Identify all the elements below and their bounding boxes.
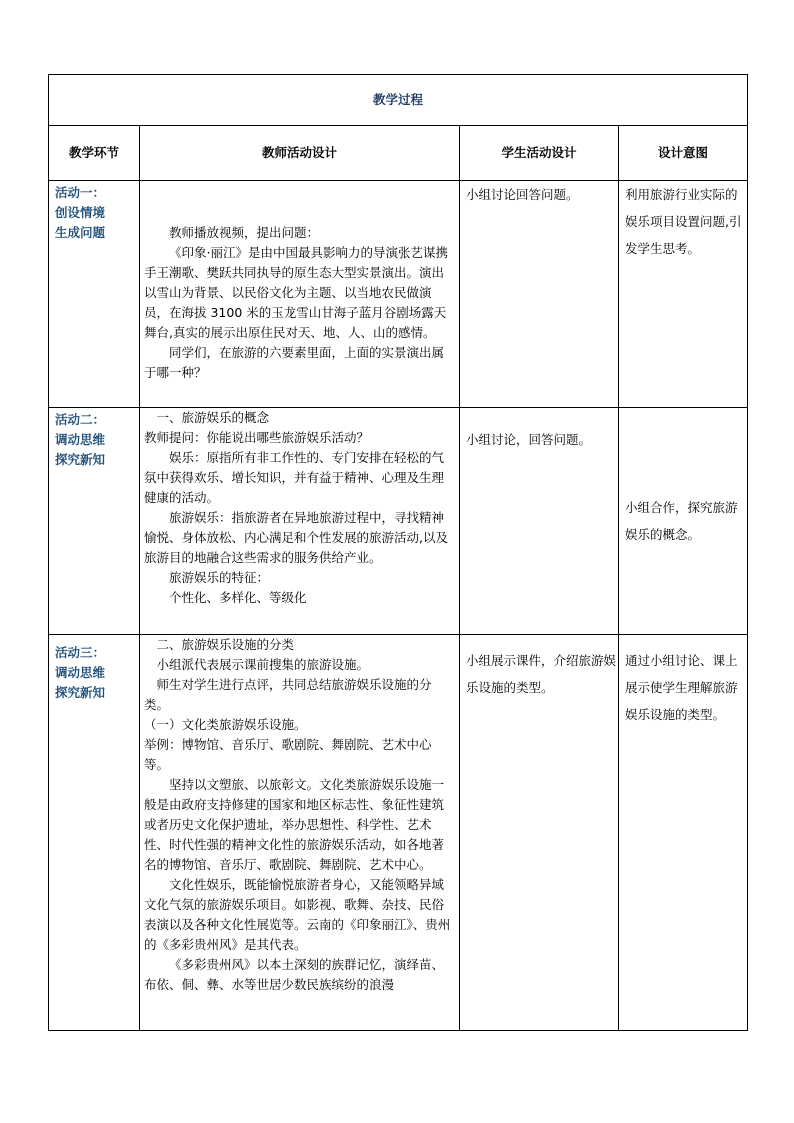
teacher-paragraph: （一）文化类旅游娱乐设施。	[144, 717, 307, 732]
intent-cell	[619, 635, 748, 1031]
stage-cell	[49, 635, 140, 1031]
student-text: 小组展示课件，介绍旅游娱乐设施的类型。	[466, 653, 617, 695]
header-stage: 教学环节	[49, 126, 140, 181]
teacher-paragraph: 旅游娱乐的特征：	[169, 570, 270, 585]
intent-text: 通过小组讨论、课上展示使学生理解旅游娱乐设施的类型。	[625, 653, 738, 722]
intent-text: 利用旅游行业实际的娱乐项目设置问题,引发学生思考。	[625, 187, 742, 256]
teacher-cell	[140, 635, 460, 1031]
table-row	[49, 408, 748, 635]
stage-label: 生成问题	[55, 225, 106, 240]
table-row	[49, 635, 748, 1031]
student-cell	[460, 181, 619, 408]
table-row	[49, 181, 748, 408]
student-text: 小组讨论回答问题。	[466, 187, 579, 202]
student-cell	[460, 408, 619, 635]
teacher-paragraph: 教师播放视频，提出问题：	[169, 225, 320, 240]
header-intent: 设计意图	[619, 126, 748, 181]
table-title-row	[49, 75, 748, 126]
stage-cell	[49, 181, 140, 408]
teacher-paragraph: 教师提问：你能说出哪些旅游娱乐活动？	[144, 430, 370, 445]
stage-label: 活动二：	[55, 412, 106, 427]
teacher-paragraph: 举例：博物馆、音乐厅、歌剧院、舞剧院、艺术中心等。	[144, 737, 432, 772]
stage-label: 调动思维	[55, 665, 106, 680]
header-teacher: 教师活动设计	[140, 126, 460, 181]
teacher-cell	[140, 181, 460, 408]
stage-cell	[49, 408, 140, 635]
teacher-paragraph: 《多彩贵州风》以本土深刻的族群记忆，演绎苗、布依、侗、彝、水等世居少数民族缤纷的浪漫	[144, 957, 445, 992]
teacher-paragraph: 一、旅游娱乐的概念	[156, 410, 270, 425]
stage-label: 创设情境	[55, 205, 106, 220]
teacher-paragraph: 同学们，在旅游的六要素里面，上面的实景演出属于哪一种？	[144, 345, 445, 380]
teacher-paragraph: 个性化、多样化、等级化	[169, 590, 307, 605]
teacher-paragraph: 旅游娱乐：指旅游者在异地旅游过程中，寻找精神愉悦、身体放松、内心满足和个性发展的旅游活动,以及旅游目的地融合这些需求的服务供给产业。	[144, 510, 448, 565]
student-cell	[460, 635, 619, 1031]
stage-label: 探究新知	[55, 685, 106, 700]
intent-text: 小组合作，探究旅游娱乐的概念。	[625, 500, 738, 542]
teacher-cell	[140, 408, 460, 635]
table-header-row	[49, 126, 748, 181]
lesson-process-table	[48, 74, 748, 1031]
teacher-paragraph: 二、旅游娱乐设施的分类	[156, 637, 295, 652]
student-text: 小组讨论，回答问题。	[466, 432, 592, 447]
stage-label: 探究新知	[55, 452, 106, 467]
stage-label: 调动思维	[55, 432, 106, 447]
teacher-paragraph: 师生对学生进行点评，共同总结旅游娱乐设施的分类。	[144, 677, 432, 712]
teacher-paragraph: 《印象·丽江》是由中国最具影响力的导演张艺谋携手王潮歌、樊跃共同执导的原生态大型实景演出。演出以雪山为背景、以民俗文化为主题、以当地农民做演员，在海拔 3100 米的玉龙雪山甘海子蓝月谷剧场露天舞台,真实的展示出原住民对天、地、人、山的感情。	[144, 245, 448, 340]
stage-label: 活动三：	[55, 645, 106, 660]
teacher-paragraph: 文化性娱乐，既能愉悦旅游者身心，又能领略异域文化气氛的旅游娱乐项目。如影视、歌舞、杂技、民俗表演以及各种文化性展览等。云南的《印象丽江》、贵州的《多彩贵州风》是其代表。	[144, 877, 451, 952]
teacher-paragraph: 小组派代表展示课前搜集的旅游设施。	[156, 657, 370, 672]
stage-label: 活动一：	[55, 185, 106, 200]
header-student: 学生活动设计	[460, 126, 619, 181]
intent-cell	[619, 408, 748, 635]
table-title: 教学过程	[49, 75, 748, 126]
intent-cell	[619, 181, 748, 408]
teacher-paragraph: 坚持以文塑旅、以旅彰文。文化类旅游娱乐设施一般是由政府支持修建的国家和地区标志性、象征性建筑或者历史文化保护遗址，举办思想性、科学性、艺术性、时代性强的精神文化性的旅游娱乐活动，如各地著名的博物馆、音乐厅、歌剧院、舞剧院、艺术中心。	[144, 777, 445, 872]
teacher-paragraph: 娱乐：原指所有非工作性的、专门安排在轻松的气氛中获得欢乐、增长知识，并有益于精神、心理及生理健康的活动。	[144, 450, 445, 505]
